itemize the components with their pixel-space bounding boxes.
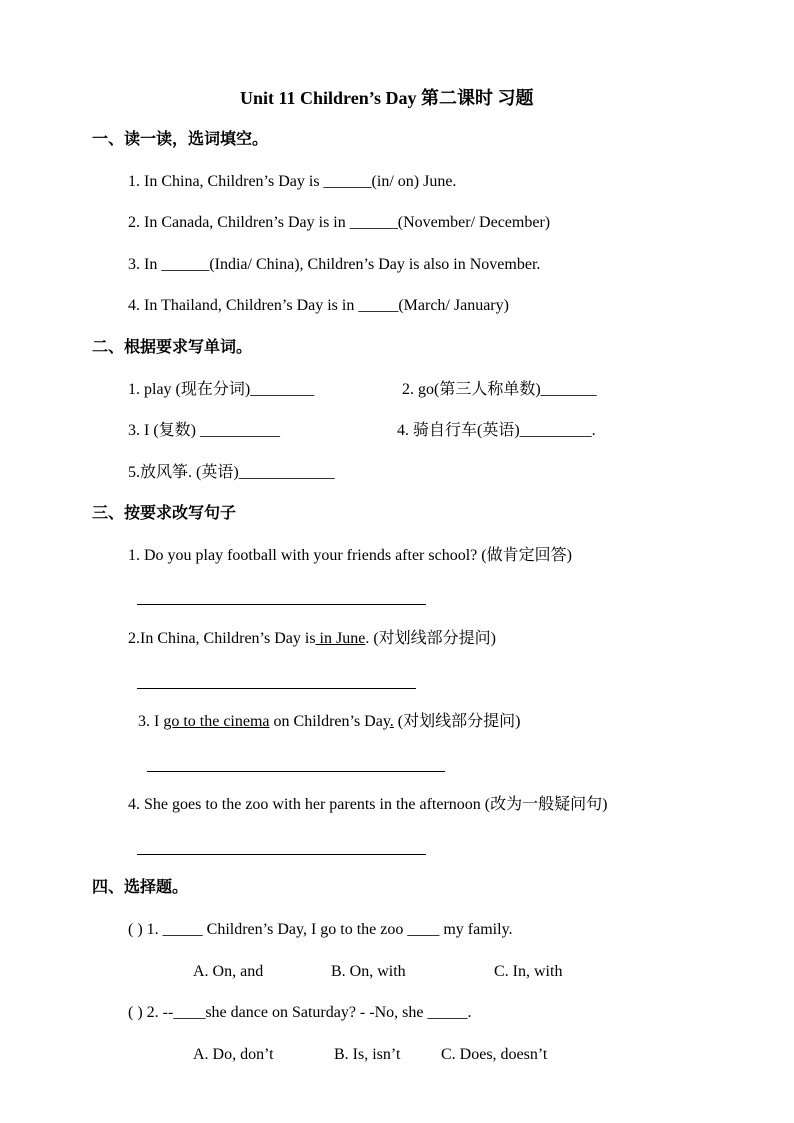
s4-q2-option-c: C. Does, doesn’t xyxy=(441,1046,548,1063)
s3-q3-text: 3. I xyxy=(138,713,164,730)
page-title: Unit 11 Children’s Day 第二课时 习题 xyxy=(240,88,534,108)
section-1-heading: 一、读一读，选词填空。 xyxy=(92,131,269,148)
s3-q2-text: 2.In China, Children’s Day is xyxy=(128,630,316,647)
section-2-heading: 二、根据要求写单词。 xyxy=(92,339,253,356)
s3-answer-line-2[interactable] xyxy=(137,688,416,689)
s2-question-5: 5.放风筝. (英语)____________ xyxy=(128,464,335,481)
s3-q3-underlined: go to the cinema xyxy=(163,713,270,730)
s3-q2-instruction: . (对划线部分提问) xyxy=(365,630,496,647)
s2-question-2: 2. go(第三人称单数)_______ xyxy=(402,381,597,398)
s3-answer-line-3[interactable] xyxy=(147,771,445,772)
s3-q3-instruction: (对划线部分提问) xyxy=(393,713,521,730)
s3-answer-line-4[interactable] xyxy=(137,854,426,855)
s4-q1-option-a: A. On, and xyxy=(193,963,264,980)
s3-question-1: 1. Do you play football with your friends after school? (做肯定回答) xyxy=(128,547,572,564)
s3-q3-period: . xyxy=(389,713,394,730)
s3-q3-mid: on Children’s Day xyxy=(269,713,390,730)
s1-question-1: 1. In China, Children’s Day is ______(in/ on) June. xyxy=(128,173,457,190)
s3-question-2 xyxy=(128,629,496,649)
section-3-heading: 三、按要求改写句子 xyxy=(92,505,237,522)
s4-question-2: ( ) 2. --____she dance on Saturday? - -No, she _____. xyxy=(128,1004,472,1021)
s3-question-4: 4. She goes to the zoo with her parents in the afternoon (改为一般疑问句) xyxy=(128,796,608,813)
s4-q1-option-b: B. On, with xyxy=(331,963,406,980)
s1-question-2: 2. In Canada, Children’s Day is in ______(November/ December) xyxy=(128,214,551,231)
s2-question-4: 4. 骑自行车(英语)_________. xyxy=(397,422,596,439)
s2-question-3: 3. I (复数) __________ xyxy=(128,422,280,439)
s3-q2-underlined: in June xyxy=(315,630,366,647)
s1-question-4: 4. In Thailand, Children’s Day is in _____(March/ January) xyxy=(128,297,509,314)
s4-q2-option-a: A. Do, don’t xyxy=(193,1046,274,1063)
s3-question-3 xyxy=(138,712,520,732)
s2-question-1: 1. play (现在分词)________ xyxy=(128,381,315,398)
s4-q1-option-c: C. In, with xyxy=(494,963,563,980)
s4-question-1: ( ) 1. _____ Children’s Day, I go to the zoo ____ my family. xyxy=(128,921,513,938)
s4-q2-option-b: B. Is, isn’t xyxy=(334,1046,401,1063)
s1-question-3: 3. In ______(India/ China), Children’s Day is also in November. xyxy=(128,256,541,273)
section-4-heading: 四、选择题。 xyxy=(92,879,189,896)
s3-answer-line-1[interactable] xyxy=(137,604,426,605)
